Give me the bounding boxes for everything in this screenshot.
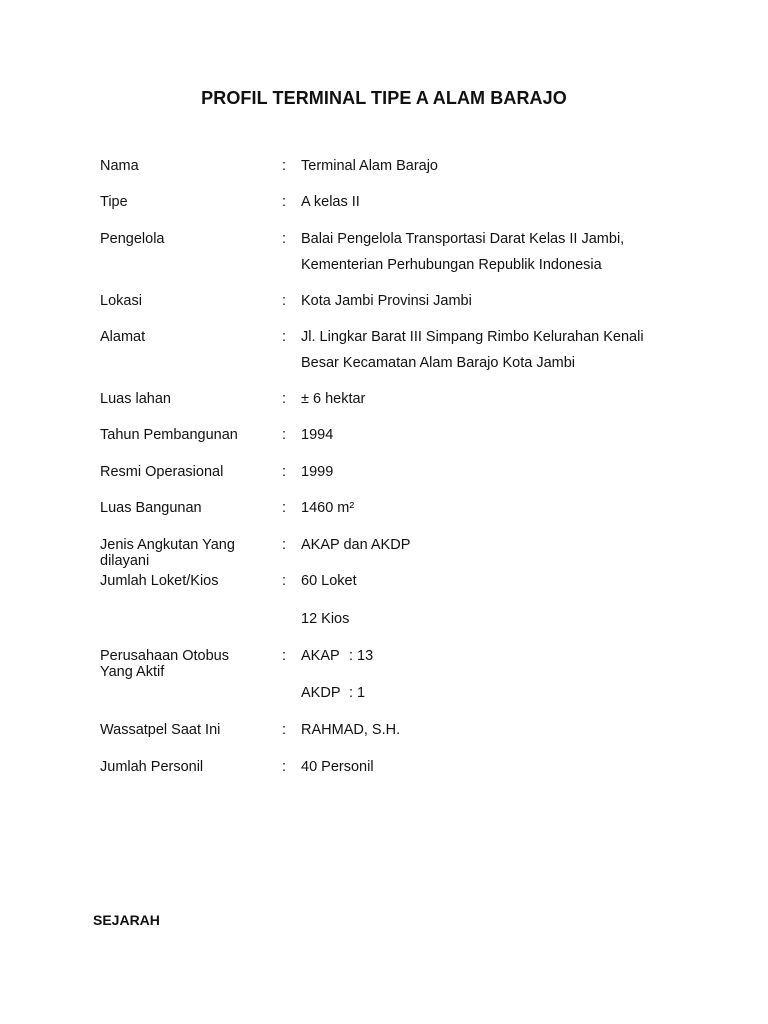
field-label: Wassatpel Saat Ini <box>100 722 221 738</box>
field-label: Jumlah Personil <box>100 759 204 775</box>
field-value <box>301 754 721 780</box>
field-colon: : <box>282 293 287 309</box>
otobus-type: AKAP <box>301 648 340 664</box>
value-line: 60 Loket <box>301 573 357 589</box>
field-label: Tahun Pembangunan <box>100 427 238 443</box>
field-colon: : <box>282 722 287 738</box>
field-label: Jumlah Loket/Kios <box>100 573 219 589</box>
value-line: 12 Kios <box>301 611 350 627</box>
field-label: Luas Bangunan <box>100 500 202 516</box>
field-colon: : <box>282 391 287 407</box>
field-colon: : <box>282 759 287 775</box>
value-line: 1999 <box>301 464 334 480</box>
field-value <box>301 422 721 448</box>
field-value <box>301 606 721 632</box>
section-heading-sejarah: SEJARAH <box>93 912 160 928</box>
field-colon: : <box>282 464 287 480</box>
field-colon: : <box>282 537 287 553</box>
value-line: Balai Pengelola Transportasi Darat Kelas II Jambi, <box>301 231 625 247</box>
field-colon: : <box>282 158 287 174</box>
field-colon: : <box>282 194 287 210</box>
otobus-akap <box>301 648 373 664</box>
value-line: AKAP dan AKDP <box>301 537 411 553</box>
field-value <box>301 717 721 743</box>
value-line: 1994 <box>301 427 334 443</box>
field-value <box>301 288 721 314</box>
label-line: Yang Aktif <box>100 664 165 680</box>
field-value <box>301 324 721 376</box>
field-label: Luas lahan <box>100 391 171 407</box>
document-title: PROFIL TERMINAL TIPE A ALAM BARAJO <box>201 88 567 108</box>
value-line: Kota Jambi Provinsi Jambi <box>301 293 472 309</box>
field-label: Alamat <box>100 329 146 345</box>
value-line: 40 Personil <box>301 759 374 775</box>
value-line: Besar Kecamatan Alam Barajo Kota Jambi <box>301 355 576 371</box>
field-colon: : <box>282 427 287 443</box>
field-value <box>301 459 721 485</box>
field-label: Tipe <box>100 194 128 210</box>
value-line: Jl. Lingkar Barat III Simpang Rimbo Kelurahan Kenali <box>301 329 644 345</box>
field-value <box>301 226 721 278</box>
field-colon: : <box>282 648 287 664</box>
field-label <box>100 648 270 680</box>
otobus-akdp <box>301 685 365 701</box>
field-label: Nama <box>100 158 139 174</box>
field-value <box>301 386 721 412</box>
field-value <box>301 495 721 521</box>
label-line: dilayani <box>100 553 150 569</box>
field-value <box>301 532 721 558</box>
field-value <box>301 568 721 594</box>
field-label: Pengelola <box>100 231 165 247</box>
field-value <box>301 189 721 215</box>
field-value <box>301 153 721 179</box>
field-label: Lokasi <box>100 293 142 309</box>
label-line: Perusahaan Otobus <box>100 648 229 664</box>
otobus-type: AKDP <box>301 685 341 701</box>
field-label <box>100 537 270 569</box>
field-colon: : <box>282 231 287 247</box>
value-line: ± 6 hektar <box>301 391 366 407</box>
otobus-count: : 1 <box>349 685 366 701</box>
field-label: Resmi Operasional <box>100 464 224 480</box>
field-colon: : <box>282 573 287 589</box>
value-line: RAHMAD, S.H. <box>301 722 401 738</box>
value-line: 1460 m² <box>301 500 355 516</box>
value-line: Kementerian Perhubungan Republik Indonesia <box>301 257 602 273</box>
label-line: Jenis Angkutan Yang <box>100 537 235 553</box>
value-line: Terminal Alam Barajo <box>301 158 438 174</box>
otobus-count: : 13 <box>349 648 374 664</box>
value-line: A kelas II <box>301 194 360 210</box>
field-colon: : <box>282 500 287 516</box>
field-colon: : <box>282 329 287 345</box>
